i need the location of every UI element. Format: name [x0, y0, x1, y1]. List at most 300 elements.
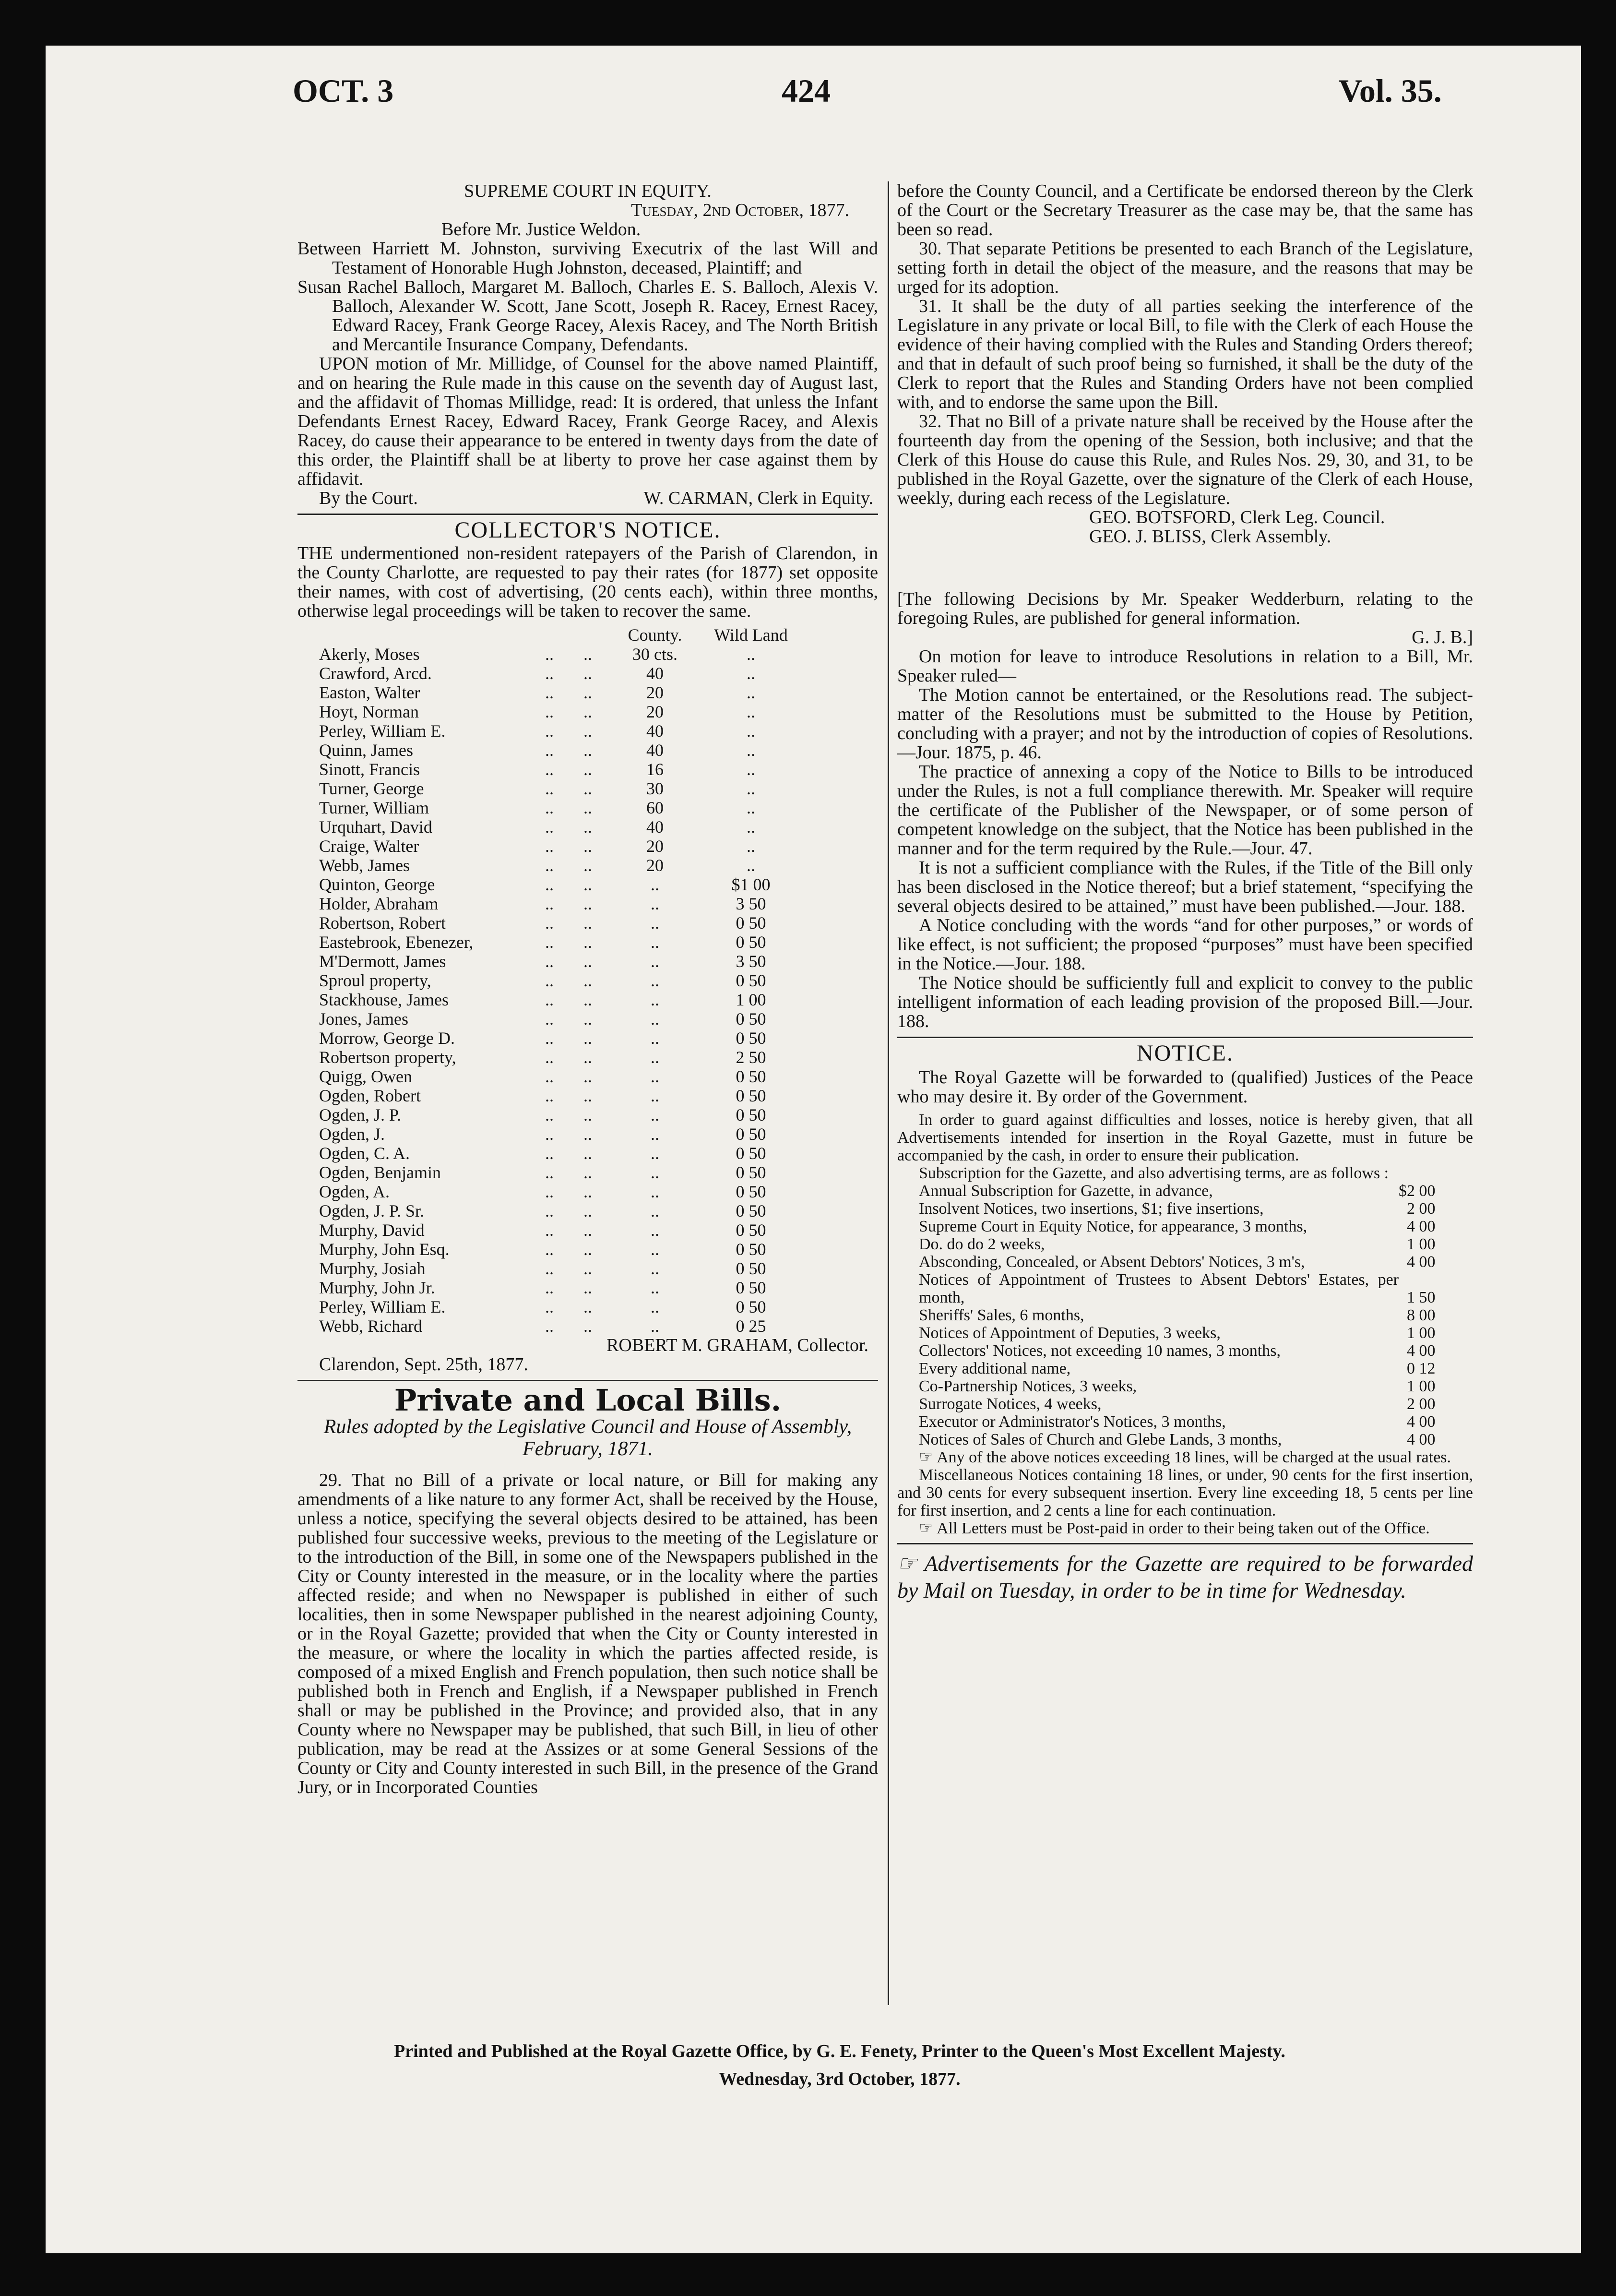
leader: .. — [583, 837, 592, 856]
ratepayer-name: Easton, Walter — [319, 683, 420, 702]
wild-land-amount: .. — [747, 817, 755, 837]
table-row — [919, 1324, 1436, 1342]
rate-price: 1 00 — [1407, 1377, 1436, 1395]
leader: .. — [583, 683, 592, 702]
rate-price: 4 00 — [1407, 1218, 1436, 1235]
county-amount: 20 — [646, 837, 664, 856]
leader: .. — [583, 702, 592, 721]
leader: .. — [545, 1278, 554, 1297]
leader: .. — [545, 856, 554, 875]
wild-land-amount: 0 50 — [736, 1028, 766, 1048]
footer-printer: Printed and Published at the Royal Gazette Office, by G. E. Fenety, Printer to the Queen's Most Excellent Majesty. — [394, 2041, 1285, 2061]
table-row — [919, 1342, 1436, 1360]
leader: .. — [545, 721, 554, 741]
ratepayer-name: Webb, James — [319, 856, 410, 875]
table-row — [319, 702, 799, 721]
rate-label: Surrogate Notices, 4 weeks, — [919, 1395, 1102, 1413]
ratepayer-name: Ogden, J. P. Sr. — [319, 1201, 425, 1220]
leader: .. — [545, 1220, 554, 1240]
divider — [897, 1543, 1473, 1544]
footer-date: Wednesday, 3rd October, 1877. — [719, 2069, 961, 2089]
wild-land-amount: 0 50 — [736, 1297, 766, 1316]
leader: .. — [583, 741, 592, 760]
leader: .. — [545, 1009, 554, 1028]
table-row — [919, 1395, 1436, 1413]
table-row — [319, 933, 799, 952]
ratepayer-name: Quinn, James — [319, 741, 413, 760]
leader: .. — [545, 1297, 554, 1316]
rate-price: 1 00 — [1407, 1324, 1436, 1342]
rate-price: 4 00 — [1407, 1431, 1436, 1448]
ratepayer-name: Ogden, A. — [319, 1182, 390, 1201]
pointing-hand-icon: ☞ — [897, 1551, 925, 1576]
table-row — [919, 1253, 1436, 1271]
header-date: OCT. 3 — [293, 72, 394, 109]
table-row — [919, 1271, 1436, 1306]
leader: .. — [583, 1259, 592, 1278]
leader: .. — [545, 798, 554, 817]
wild-land-amount: .. — [747, 664, 755, 683]
table-row — [319, 1009, 799, 1028]
table-row — [319, 1124, 799, 1144]
ratepayer-name: Turner, William — [319, 798, 429, 817]
wild-land-amount: 0 50 — [736, 1182, 766, 1201]
wild-land-amount: 3 50 — [736, 894, 766, 913]
table-row — [319, 1259, 799, 1278]
table-row — [919, 1377, 1436, 1395]
wild-land-amount: .. — [747, 683, 755, 702]
county-amount: .. — [651, 1009, 659, 1028]
leader: .. — [583, 1048, 592, 1067]
rate-price: 1 50 — [1407, 1289, 1436, 1306]
ratepayer-name: Webb, Richard — [319, 1316, 423, 1336]
leader: .. — [583, 1144, 592, 1163]
signature-bliss: GEO. J. BLISS, Clerk Assembly. — [1089, 526, 1331, 547]
leader: .. — [583, 971, 592, 990]
table-row — [319, 1316, 799, 1336]
leader: .. — [583, 1240, 592, 1259]
table-row — [319, 741, 799, 760]
county-amount: .. — [651, 913, 659, 933]
right-column — [897, 181, 1473, 1604]
wild-land-amount: 0 50 — [736, 1105, 766, 1124]
leader: .. — [545, 1144, 554, 1163]
rate-price: 2 00 — [1407, 1200, 1436, 1218]
wild-land-amount: 0 50 — [736, 971, 766, 990]
leader: .. — [583, 664, 592, 683]
rate-label: Notices of Sales of Church and Glebe Lands, 3 months, — [919, 1431, 1282, 1448]
ratepayer-name: Stackhouse, James — [319, 990, 449, 1009]
leader: .. — [545, 1086, 554, 1105]
county-amount: .. — [651, 1259, 659, 1278]
ratepayer-name: Ogden, Robert — [319, 1086, 421, 1105]
leader: .. — [545, 1240, 554, 1259]
rate-price: $2 00 — [1399, 1182, 1436, 1200]
wild-land-amount: .. — [747, 856, 755, 875]
rate-label: Executor or Administrator's Notices, 3 months, — [919, 1413, 1226, 1431]
county-amount: .. — [651, 1124, 659, 1144]
county-amount: 20 — [646, 702, 664, 721]
ratepayer-table — [319, 625, 799, 1336]
ratepayer-name: Jones, James — [319, 1009, 408, 1028]
collector-signed: ROBERT M. GRAHAM, Collector. — [606, 1335, 868, 1355]
leader: .. — [583, 913, 592, 933]
ratepayer-name: Ogden, J. — [319, 1124, 385, 1144]
wild-land-amount: 2 50 — [736, 1048, 766, 1067]
wild-land-amount: .. — [747, 798, 755, 817]
wild-land-amount: .. — [747, 702, 755, 721]
table-row — [319, 1144, 799, 1163]
leader: .. — [583, 1124, 592, 1144]
county-amount: 30 — [646, 779, 664, 798]
rate-price: 4 00 — [1407, 1413, 1436, 1431]
leader: .. — [545, 971, 554, 990]
page-number: 424 — [782, 72, 831, 109]
rule-29-continued: before the County Council, and a Certificate be endorsed thereon by the Clerk of the Court or the Secretary Treasurer as the case may be, that the same has been so read. — [897, 181, 1473, 239]
leader: .. — [545, 645, 554, 664]
leader: .. — [583, 721, 592, 741]
leader: .. — [545, 1067, 554, 1086]
county-amount: .. — [651, 933, 659, 952]
leader: .. — [583, 1278, 592, 1297]
table-row — [319, 913, 799, 933]
ratepayer-name: Robertson property, — [319, 1048, 456, 1067]
decision-3: The practice of annexing a copy of the Notice to Bills to be introduced under the Rules, is not a full compliance therewith. Mr. Speaker will require the certificate of the Publisher of the Newspaper, or of some person of competent knowledge on the subject, that the Notice has been published in the manner and for the term required by the Rule.—Jour. 47. — [897, 762, 1473, 859]
ratepayer-name: Robertson, Robert — [319, 913, 446, 933]
wild-land-amount: $1 00 — [731, 875, 771, 894]
bills-title: Private and Local Bills. — [394, 1383, 782, 1418]
ratepayer-name: Quinton, George — [319, 875, 435, 894]
court-signature — [297, 489, 878, 508]
notice-note1 — [897, 1448, 1473, 1466]
rate-label: Do. do do 2 weeks, — [919, 1235, 1045, 1253]
rule-29: 29. That no Bill of a private or local nature, or Bill for making any amendments of a like nature to any former Act, shall be received by the House, unless a notice, specifying the several objects desired to be attained, has been published four successive weeks, previous to the meeting of the Legislature or to the introduction of the Bill, in some one of the Newspapers published in the City or County interested in the measure, or in the locality where the parties affected reside; and when no Newspaper is published in either of such localities, then in some Newspaper published in the nearest adjoining County, or in the Royal Gazette; provided that when the City or County interested in the measure, or where the locality in which the parties affected reside, is composed of a mixed English and French population, then such notice shall be published both in French and English, if a Newspaper published in French shall or may be published in the Province; and provided also, that in any County where no Newspaper may be published, that such Bill, in lieu of other publication, may be read at the Assizes or at some General Sessions of the County or City and County interested in such Bill, in the presence of the Grand Jury, or in Incorporated Counties — [297, 1470, 878, 1797]
table-row — [319, 971, 799, 990]
ratepayer-name: Ogden, J. P. — [319, 1105, 402, 1124]
rate-label: Sheriffs' Sales, 6 months, — [919, 1306, 1084, 1324]
decision-4: It is not a sufficient compliance with the Rules, if the Title of the Bill only has been disclosed in the Notice thereof; but a brief statement, “specifying the several objects desired to be attained,” must have been published.—Jour. 188. — [897, 858, 1473, 916]
court-between: Between Harriett M. Johnston, surviving Executrix of the last Will and Testament of Honorable Hugh Johnston, deceased, Plaintiff; and — [297, 239, 878, 278]
county-amount: 30 cts. — [632, 645, 677, 664]
ratepayer-name: Murphy, David — [319, 1220, 425, 1240]
leader: .. — [583, 875, 592, 894]
table-row — [319, 1220, 799, 1240]
table-row — [919, 1431, 1436, 1448]
notice-misc: Miscellaneous Notices containing 18 lines, or under, 90 cents for the first insertion, and 30 cents for every subsequent insertion. Every line exceeding 18, 5 cents per line for first insertion, and 2 cents a line for each continuation. — [897, 1466, 1473, 1519]
wild-land-amount: 0 50 — [736, 1278, 766, 1297]
leader: .. — [545, 1201, 554, 1220]
leader: .. — [545, 913, 554, 933]
court-date: Tuesday, 2nd October, 1877. — [631, 200, 849, 220]
leader: .. — [545, 817, 554, 837]
leader: .. — [545, 664, 554, 683]
ratepayer-name: Quigg, Owen — [319, 1067, 412, 1086]
county-amount: 40 — [646, 817, 664, 837]
table-row — [319, 721, 799, 741]
court-justice: Before Mr. Justice Weldon. — [441, 219, 641, 239]
county-amount: .. — [651, 1297, 659, 1316]
notice-p3: Subscription for the Gazette, and also advertising terms, are as follows : — [919, 1164, 1389, 1182]
court-title: SUPREME COURT IN EQUITY. — [464, 181, 712, 201]
county-header: County. — [628, 625, 682, 645]
table-row — [319, 1182, 799, 1201]
leader: .. — [545, 1048, 554, 1067]
leader: .. — [545, 1028, 554, 1048]
leader: .. — [583, 856, 592, 875]
wild-land-amount: 0 50 — [736, 1163, 766, 1182]
court-by: By the Court. — [319, 488, 418, 508]
ratepayer-name: Sproul property, — [319, 971, 431, 990]
rate-label: Supreme Court in Equity Notice, for appearance, 3 months, — [919, 1218, 1307, 1235]
table-row — [319, 1105, 799, 1124]
wild-land-amount: 0 50 — [736, 913, 766, 933]
ratepayer-name: Murphy, Josiah — [319, 1259, 426, 1278]
county-amount: .. — [651, 1067, 659, 1086]
county-amount: .. — [651, 990, 659, 1009]
rate-label: Co-Partnership Notices, 3 weeks, — [919, 1377, 1137, 1395]
court-clerk: W. CARMAN, Clerk in Equity. — [643, 488, 873, 508]
table-row — [919, 1218, 1436, 1235]
wild-land-amount: 0 50 — [736, 1201, 766, 1220]
leader: .. — [545, 837, 554, 856]
rate-price: 4 00 — [1407, 1253, 1436, 1271]
note2-text: All Letters must be Post-paid in order to their being taken out of the Office. — [937, 1519, 1430, 1537]
table-row — [319, 875, 799, 894]
table-row — [319, 856, 799, 875]
county-amount: .. — [651, 1163, 659, 1182]
wild-land-amount: 0 50 — [736, 1067, 766, 1086]
court-defendants: Susan Rachel Balloch, Margaret M. Balloch, Charles E. S. Balloch, Alexis V. Balloch, Alexander W. Scott, Jane Scott, Joseph R. Racey, Ernest Racey, Edward Racey, Frank George Racey, Alexis Racey, and The North British and Mercantile Insurance Company, Defendants. — [297, 277, 878, 355]
leader: .. — [545, 875, 554, 894]
leader: .. — [545, 741, 554, 760]
ratepayer-name: Sinott, Francis — [319, 760, 420, 779]
county-amount: .. — [651, 1048, 659, 1067]
collector-intro: THE undermentioned non-resident ratepayers of the Parish of Clarendon, in the County Charlotte, are requested to pay their rates (for 1877) set opposite their names, with cost of advertising, (20 cents each), within three months, otherwise legal proceedings will be taken to recover the same. — [297, 543, 878, 621]
county-amount: .. — [651, 1086, 659, 1105]
rate-price: 8 00 — [1407, 1306, 1436, 1324]
ratepayer-name: Urquhart, David — [319, 817, 432, 837]
rate-label: Collectors' Notices, not exceeding 10 names, 3 months, — [919, 1342, 1281, 1360]
decisions-intro: [The following Decisions by Mr. Speaker Wedderburn, relating to the foregoing Rules, are published for general information. — [897, 589, 1473, 628]
county-amount: 16 — [646, 760, 664, 779]
divider — [897, 1037, 1473, 1038]
table-row — [319, 664, 799, 683]
county-amount: 20 — [646, 856, 664, 875]
table-row — [919, 1235, 1436, 1253]
ads-text: Advertisements for the Gazette are required to be forwarded by Mail on Tuesday, in order to be in time for Wednesday. — [897, 1551, 1473, 1602]
wild-land-amount: .. — [747, 779, 755, 798]
decision-5: A Notice concluding with the words “and for other purposes,” or words of like effect, is not sufficient; the proposed “purposes” must have been specified in the Notice.—Jour. 188. — [897, 915, 1473, 974]
ratepayer-name: Perley, William E. — [319, 721, 446, 741]
table-row — [319, 1048, 799, 1067]
wild-land-amount: 0 50 — [736, 1259, 766, 1278]
table-row — [919, 1200, 1436, 1218]
table-row — [319, 1278, 799, 1297]
price-table — [919, 1182, 1436, 1448]
wild-land-amount: .. — [747, 721, 755, 741]
leader: .. — [545, 779, 554, 798]
table-row — [319, 779, 799, 798]
leader: .. — [545, 990, 554, 1009]
wild-land-amount: .. — [747, 837, 755, 856]
leader: .. — [583, 817, 592, 837]
ratepayer-name: Craige, Walter — [319, 837, 419, 856]
table-row — [319, 1240, 799, 1259]
rate-label: Notices of Appointment of Deputies, 3 weeks, — [919, 1324, 1221, 1342]
county-amount: 20 — [646, 683, 664, 702]
county-amount: 40 — [646, 741, 664, 760]
signature-botsford: GEO. BOTSFORD, Clerk Leg. Council. — [1089, 507, 1385, 527]
table-row — [319, 1297, 799, 1316]
leader: .. — [545, 1163, 554, 1182]
leader: .. — [583, 645, 592, 664]
volume-number: Vol. 35. — [1339, 72, 1442, 109]
leader: .. — [583, 990, 592, 1009]
left-column — [297, 181, 878, 1797]
wild-land-amount: 1 00 — [736, 990, 766, 1009]
leader: .. — [545, 1105, 554, 1124]
table-row — [319, 645, 799, 664]
ratepayer-name: Murphy, John Esq. — [319, 1240, 450, 1259]
leader: .. — [583, 779, 592, 798]
leader: .. — [583, 1297, 592, 1316]
county-amount: 40 — [646, 664, 664, 683]
leader: .. — [583, 1028, 592, 1048]
county-amount: .. — [651, 1278, 659, 1297]
ratepayer-name: Ogden, Benjamin — [319, 1163, 441, 1182]
notice-title: NOTICE. — [1137, 1040, 1234, 1066]
wild-land-amount: 0 50 — [736, 1240, 766, 1259]
ratepayer-name: Turner, George — [319, 779, 424, 798]
leader: .. — [545, 952, 554, 971]
county-amount: .. — [651, 1144, 659, 1163]
ratepayer-name: Hoyt, Norman — [319, 702, 419, 721]
leader: .. — [583, 1163, 592, 1182]
collector-title: COLLECTOR'S NOTICE. — [454, 517, 721, 543]
ratepayer-name: Eastebrook, Ebenezer, — [319, 933, 474, 952]
leader: .. — [545, 1124, 554, 1144]
court-order: UPON motion of Mr. Millidge, of Counsel for the above named Plaintiff, and on hearing the Rule made in this cause on the seventh day of August last, and the affidavit of Thomas Millidge, read: It is ordered, that unless the Infant Defendants Ernest Racey, Edward Racey, Frank George Racey, and Alexis Racey, do cause their appearance to be entered in twenty days from the date of this order, the Plaintiff shall be at liberty to prove her case against them by affidavit. — [297, 354, 878, 489]
rate-price: 1 00 — [1407, 1235, 1436, 1253]
pointing-hand-icon: ☞ — [919, 1519, 937, 1537]
table-row — [319, 798, 799, 817]
bills-subtitle: Rules adopted by the Legislative Council and House of Assembly, February, 1871. — [323, 1416, 852, 1460]
leader: .. — [583, 1009, 592, 1028]
wild-land-amount: 0 25 — [736, 1316, 766, 1336]
leader: .. — [583, 1067, 592, 1086]
table-row — [319, 952, 799, 971]
leader: .. — [583, 1086, 592, 1105]
ratepayer-name: Murphy, John Jr. — [319, 1278, 435, 1297]
leader: .. — [583, 1316, 592, 1336]
county-amount: 60 — [646, 798, 664, 817]
wild-land-amount: 0 50 — [736, 1144, 766, 1163]
ratepayer-name: Akerly, Moses — [319, 645, 420, 664]
leader: .. — [545, 683, 554, 702]
county-amount: .. — [651, 1182, 659, 1201]
note1-text: Any of the above notices exceeding 18 lines, will be charged at the usual rates. — [937, 1448, 1451, 1466]
rate-label: Absconding, Concealed, or Absent Debtors' Notices, 3 m's, — [919, 1253, 1305, 1271]
wild-land-amount: 0 50 — [736, 1124, 766, 1144]
ratepayer-name: Holder, Abraham — [319, 894, 439, 913]
table-row — [919, 1306, 1436, 1324]
ads-notice — [897, 1550, 1473, 1604]
wild-land-amount: .. — [747, 645, 755, 664]
wild-land-amount: 0 50 — [736, 933, 766, 952]
leader: .. — [545, 1259, 554, 1278]
county-amount: .. — [651, 875, 659, 894]
wild-land-amount: 0 50 — [736, 1086, 766, 1105]
ratepayer-name: Morrow, George D. — [319, 1028, 455, 1048]
divider — [297, 514, 878, 515]
leader: .. — [545, 760, 554, 779]
wild-land-header: Wild Land — [714, 625, 788, 645]
rule-32: 32. That no Bill of a private nature shall be received by the House after the fourteenth day from the opening of the Session, both inclusive; and that the Clerk of this House do cause this Rule, and Rules Nos. 29, 30, and 31, to be published in the Royal Gazette, over the signature of the Clerk of each House, weekly, during each recess of the Legislature. — [897, 411, 1473, 508]
county-amount: .. — [651, 1220, 659, 1240]
table-row — [919, 1182, 1436, 1200]
notice-note2 — [897, 1519, 1473, 1537]
rate-label: Notices of Appointment of Trustees to Absent Debtors' Estates, per month, — [919, 1271, 1399, 1306]
ratepayer-name: Perley, William E. — [319, 1297, 446, 1316]
table-row — [319, 990, 799, 1009]
table-row — [319, 1163, 799, 1182]
wild-land-amount: 0 50 — [736, 1220, 766, 1240]
ratepayer-name: Ogden, C. A. — [319, 1144, 410, 1163]
table-row — [319, 760, 799, 779]
county-amount: .. — [651, 1105, 659, 1124]
leader: .. — [583, 798, 592, 817]
leader: .. — [583, 1182, 592, 1201]
table-row — [919, 1360, 1436, 1377]
ratepayer-name: M'Dermott, James — [319, 952, 446, 971]
decisions-initials: G. J. B.] — [1412, 627, 1473, 647]
notice-p2: In order to guard against difficulties and losses, notice is hereby given, that all Advertisements intended for insertion in the Royal Gazette, must in future be accompanied by the cash, in order to ensure their publication. — [897, 1111, 1473, 1164]
county-amount: .. — [651, 952, 659, 971]
leader: .. — [545, 1182, 554, 1201]
county-amount: .. — [651, 1201, 659, 1220]
rate-label: Insolvent Notices, two insertions, $1; five insertions, — [919, 1200, 1264, 1218]
table-row — [319, 1086, 799, 1105]
leader: .. — [545, 702, 554, 721]
footer — [240, 2037, 1439, 2093]
rule-31: 31. It shall be the duty of all parties seeking the interference of the Legislature in any private or local Bill, to file with the Clerk of each House the evidence of their having complied with the Rules and Standing Orders thereof; and that in default of such proof being so furnished, it shall be the duty of the Clerk to report that the Rules and Standing Orders have not been complied with, and to endorse the same upon the Bill. — [897, 296, 1473, 412]
leader: .. — [545, 1316, 554, 1336]
rate-price: 0 12 — [1407, 1360, 1436, 1377]
ratepayer-name: Crawford, Arcd. — [319, 664, 432, 683]
table-row — [319, 1067, 799, 1086]
county-amount: 40 — [646, 721, 664, 741]
table-row — [919, 1413, 1436, 1431]
leader: .. — [583, 1105, 592, 1124]
table-header — [319, 625, 799, 645]
table-row — [319, 817, 799, 837]
county-amount: .. — [651, 1316, 659, 1336]
county-amount: .. — [651, 971, 659, 990]
leader: .. — [583, 760, 592, 779]
decision-2: The Motion cannot be entertained, or the Resolutions read. The subject-matter of the Resolutions must be submitted to the House by Petition, concluding with a prayer; and not by the introduction of copies of Resolutions.—Jour. 1875, p. 46. — [897, 685, 1473, 763]
rate-label: Annual Subscription for Gazette, in advance, — [919, 1182, 1213, 1200]
divider — [297, 1380, 878, 1381]
pointing-hand-icon: ☞ — [919, 1448, 937, 1466]
wild-land-amount: 3 50 — [736, 952, 766, 971]
leader: .. — [583, 952, 592, 971]
table-row — [319, 683, 799, 702]
leader: .. — [583, 1220, 592, 1240]
leader: .. — [583, 894, 592, 913]
table-row — [319, 1028, 799, 1048]
county-amount: .. — [651, 894, 659, 913]
county-amount: .. — [651, 1240, 659, 1259]
